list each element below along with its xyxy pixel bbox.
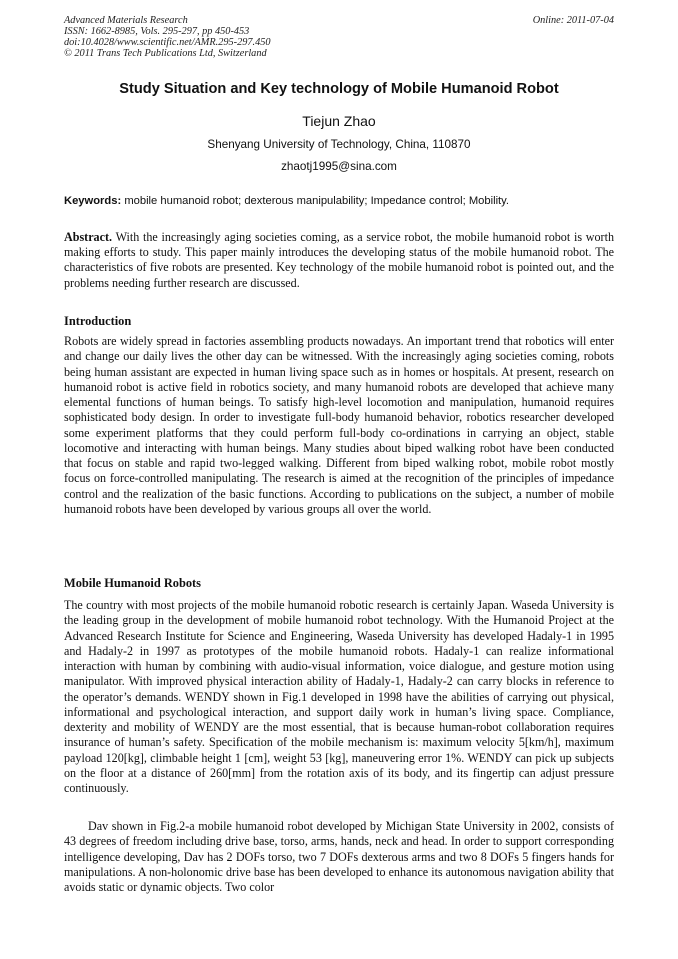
publication-header xyxy=(64,15,614,59)
copyright-line: © 2011 Trans Tech Publications Ltd, Switzerland xyxy=(64,48,267,59)
abstract xyxy=(64,230,614,291)
introduction-paragraph: Robots are widely spread in factories assembling products nowadays. An important trend that robotics will enter and change our daily lives the other day can be witnessed. With the increasingly aging societies coming, robots being human assistant are expected in human living space such as in homes or hospitals. At present, research on humanoid robot is active field in robotics society, and many humanoid robots are developed that achieve many elemental functions of human beings. To satisfy high-level locomotion and manipulation, humanoid requires sophisticated body design. In order to investigate full-body humanoid behavior, robotics researcher developed some experiment platforms that they could perform full-body co-ordinations in carrying an object, stable locomotive and interacting with human beings. Many studies about biped walking robot have been conducted that focus on stable and rapid two-legged walking. Different from biped walking robot, mobile robot mostly focus on force-controlled manipulating. The research is aimed at the recognition of the principles of impedance control and the realization of the basic functions. According to publications on the subject, a number of mobile humanoid robots have been developed by various groups all over the world. xyxy=(64,334,614,516)
doi-line: doi:10.4028/www.scientific.net/AMR.295-297.450 xyxy=(64,37,271,48)
author-affiliation: Shenyang University of Technology, China, 110870 xyxy=(207,138,471,151)
online-date: Online: 2011-07-04 xyxy=(532,15,614,26)
author-name: Tiejun Zhao xyxy=(302,113,376,129)
keywords-text: mobile humanoid robot; dexterous manipulability; Impedance control; Mobility. xyxy=(124,195,510,207)
keywords-label: Keywords: xyxy=(64,195,122,207)
mobile-robots-paragraph-1: The country with most projects of the mobile humanoid robotic research is certainly Japan. Waseda University is the leading group in the development of mobile humanoid robot technology. With the Humanoid Project at the Advanced Research Institute for Science and Engineering, Waseda University has developed Hadaly-1 in 1995 and Hadaly-2 in 1997 as prototypes of the mobile humanoid robots. Hadaly-1 can realize informational interaction with human by combining with audio-visual information, voice dialogue, and gesture motion using manipulator. With improved physical interaction ability of Hadaly-1, Hadaly-2 can carry blocks in reference to the operator’s demands. WENDY shown in Fig.1 developed in 1998 have the abilities of carrying out physical, informational and psychological interaction, and support daily work in human’s living space. Compliance, dexterity and mobility of WENDY are the most essential, that is because human-robot collaboration requires insurance of human’s safety. Specification of the mobile mechanism is: maximum velocity 5[km/h], maximum payload 120[kg], climbable height 1 [cm], weight 53 [kg], maneuvering error 1%. WENDY can pick up subjects on the floor at a distance of 260[mm] from the rotation axis of its body, and its fingertip can adjust pressure continuously. xyxy=(64,598,614,795)
introduction-heading: Introduction xyxy=(64,314,132,328)
keywords xyxy=(64,194,614,208)
mobile-robots-paragraph-2: Dav shown in Fig.2-a mobile humanoid robot developed by Michigan State University in 2002, consists of 43 degrees of freedom including drive base, torso, arms, hands, neck and head. In order to support corresponding intelligence developing, Dav has 2 DOFs torso, two 7 DOFs dexterous arms and two 8 DOFs 5 fingers hands for manipulations. A non-holonomic drive base has been developed to enhance its autonomous navigation ability that avoids static or dynamic objects. Two color xyxy=(64,819,614,894)
paper-title: Study Situation and Key technology of Mobile Humanoid Robot xyxy=(119,81,559,97)
author-email: zhaotj1995@sina.com xyxy=(281,160,397,173)
abstract-label: Abstract. xyxy=(64,230,113,244)
mobile-robots-heading: Mobile Humanoid Robots xyxy=(64,576,202,590)
journal-name: Advanced Materials Research xyxy=(64,15,188,26)
issn-line: ISSN: 1662-8985, Vols. 295-297, pp 450-453 xyxy=(64,26,250,37)
abstract-text: With the increasingly aging societies coming, as a service robot, the mobile humanoid robot is worth making efforts to study. This paper mainly introduces the developing status of the mobile humanoid robot. The characteristics of five robots are presented. Key technology of the mobile humanoid robot is pointed out, and the problems needing further research are discussed. xyxy=(64,230,614,290)
